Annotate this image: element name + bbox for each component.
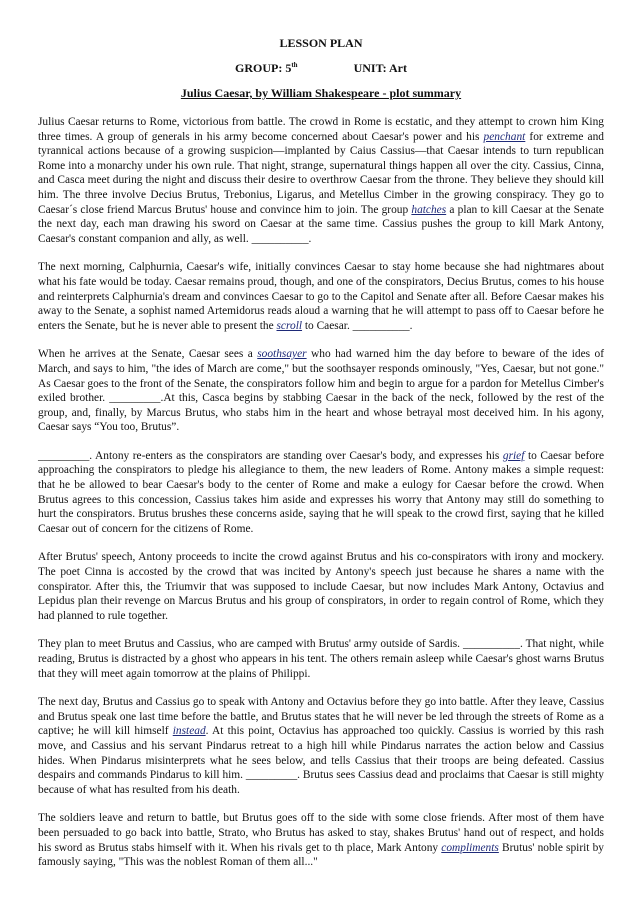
vocabulary-word: grief — [502, 449, 525, 462]
vocabulary-word: soothsayer — [257, 348, 307, 361]
paragraph-text: to Caesar. __________. — [302, 319, 413, 332]
paragraph-text: to Caesar before approaching the conspirators to pledge his allegiance to them, the new leaders of Rome. Antony makes a simple request: that he be allowed to bear Caesar's body to the center of Rome and make a eulogy for Caesar before the crowd. When Brutus agrees to this concession, Cassius takes him aside and expresses his worry that Antony may still do something to hurt the conspirators. Brutus brushes these concerns aside, saying that he will speak to the crowd first, saying that he killed Caesar out of concern for the citizens of Rome. — [38, 449, 605, 535]
summary-paragraph — [38, 637, 604, 681]
group-unit-row — [38, 61, 604, 76]
lesson-plan-title: LESSON PLAN — [279, 36, 363, 50]
paragraph-text: The next morning, Calphurnia, Caesar's wife, initially convinces Caesar to stay home because she had nightmares about what his fate would be today. Caesar remains proud, though, and one of the conspirators, Decius Brutus, comes to his house and reinterprets Calphurnia's dream and convinces Caesar to go to the Capitol and Senate after all. Before Caesar makes his away to the Senate, a sophist named Artemidorus reads aloud a warning that he will attempt to pass off to Caesar before he enters the Senate, but he is never able to present the — [38, 261, 604, 332]
paragraph-text: Brutus' noble spirit by famously saying, "This was the noblest Roman of them all..." — [38, 841, 604, 869]
group-label-text: GROUP: 5 — [235, 61, 292, 75]
summary-paragraph — [38, 550, 604, 623]
paragraph-text: They plan to meet Brutus and Cassius, who are camped with Brutus' army outside of Sardis. __________. That night, while reading, Brutus is distracted by a ghost who appears in his tent. The others remain asleep while Caesar's ghost warns Brutus that they will meet again tomorrow at the plains of Philippi. — [38, 638, 604, 680]
summary-paragraph — [38, 695, 604, 797]
summary-paragraph — [38, 347, 604, 435]
paragraph-text: When he arrives at the Senate, Caesar sees a — [38, 348, 258, 361]
group-label-suffix: th — [291, 61, 298, 69]
vocabulary-word: compliments — [441, 841, 499, 854]
paragraph-text: After Brutus' speech, Antony proceeds to incite the crowd against Brutus and his co-conspirators with irony and mockery. The poet Cinna is accosted by the crowd that was incited by Antony's speech just because he shares a name with the conspirator. After this, the Triumvir that was supposed to include Caesar, but now includes Mark Antony, Octavius and Lepidus plan their revenge on Marcus Brutus and his group of conspirators, in order to regain control of Rome, which they had planned to rule together. — [38, 551, 604, 622]
paragraph-text: for extreme and tyrannical actions because of a growing suspicion—implanted by Caius Cassius—that Caesar intends to turn republican Rome into a monarchy under his own rule. That night, strange, supernatural things happen all over the city. Cassius, Cinna, and Casca meet during the night and discuss their desire to overthrow Caesar from the throne. They believe they should kill him. The three involve Decius Brutus, Trebonius, Ligarus, and Metellus Cimber in the growing conspiracy. They go to Caesar´s close friend Marcus Brutus' house and convince him to join. The group — [38, 130, 605, 216]
summary-paragraph — [38, 115, 604, 246]
vocabulary-word: hatches — [411, 203, 447, 216]
paragraph-text: Julius Caesar returns to Rome, victorious from battle. The crowd in Rome is ecstatic, and they attempt to crown him King three times. A group of generals in his army become concerned about Caesar's power and his — [38, 116, 604, 143]
summary-paragraph — [38, 811, 604, 869]
paragraph-text: The next day, Brutus and Cassius go to speak with Antony and Octavius before they go into battle. After they leave, Cassius and Brutus speak one last time before the battle, and Brutus states that he will never be led through the streets of Rome as a captive; he will kill himself — [38, 696, 604, 738]
paragraph-text: who had warned him the day before to beware of the ides of March, and says to him, "the ides of March are come," but the soothsayer responds ominously, "Yes, Caesar, but not gone." As Caesar goes to the front of the Senate, the conspirators follow him and begin to argue for a pardon for Metellus Cimber's exiled brother. _________.At this, Casca begins by stabbing Caesar in the back of the neck, followed by the rest of the group, and, finally, by Marcus Brutus, who stabs him in the heart and whose betrayal most deceived him. In his agony, Caesar says “You too, Brutus”. — [38, 348, 604, 434]
vocabulary-word: penchant — [483, 130, 526, 143]
group-label — [235, 61, 298, 76]
unit-label: UNIT: Art — [353, 61, 407, 75]
vocabulary-word: scroll — [276, 319, 303, 332]
summary-paragraph — [38, 449, 604, 537]
paragraph-text: The soldiers leave and return to battle, but Brutus goes off to the side with some close friends. After most of them have been persuaded to go back into battle, Strato, who Brutus has asked to stay, shakes Brutus' hand out of respect, and holds his sword as Brutus stabs himself with it. When his rivals get to th place, Mark Antony — [38, 812, 604, 854]
paragraph-text: . At this point, Octavius has approached too quickly. Cassius is worried by this rash move, and Cassius and his servant Pindarus retreat to a high hill while Pindarus narrates the action below and Cassius hides. When Pindarus misinterprets what he sees below, and tells Cassius that their troops are being defeated. Cassius despairs and commands Pindarus to kill him. _________. Brutus sees Cassius dead and proclaims that Caesar is still mighty because of what has resulted from his death. — [38, 725, 604, 796]
document-subtitle: Julius Caesar, by William Shakespeare - plot summary — [180, 86, 462, 100]
paragraph-text: _________. Antony re-enters as the conspirators are standing over Caesar's body, and expresses his — [38, 449, 503, 462]
paragraph-text: a plan to kill Caesar at the Senate the next day, each man drawing his sword on Caesar at the same time. Cassius pushes the group to kill Mark Antony, Caesar's constant companion and ally, as well. __________. — [38, 203, 604, 245]
plot-summary-body — [38, 115, 604, 870]
summary-paragraph — [38, 260, 604, 333]
vocabulary-word: instead — [172, 725, 206, 738]
